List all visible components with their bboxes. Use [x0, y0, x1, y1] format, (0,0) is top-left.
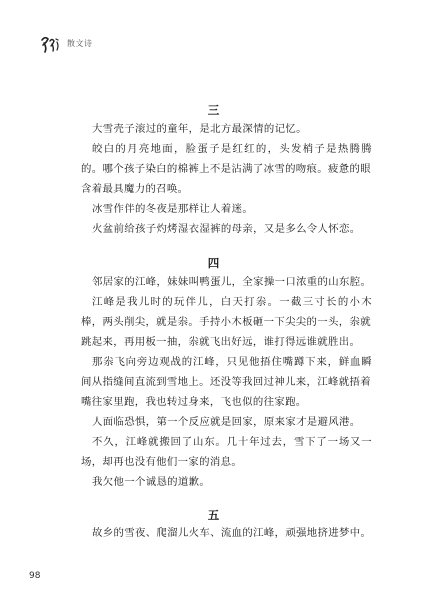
- paragraph-line: 间从指缝间直流到雪地上。还没等我回过神儿来，江峰就捂着: [81, 376, 371, 388]
- paragraph-line: 跳起来，再用板一抽，尜就飞出好远，谁打得远谁就胜出。: [81, 336, 361, 348]
- paragraph-line: 那尜飞向旁边观战的江峰，只见他捂住嘴蹲下来，鲜血瞬: [92, 356, 372, 368]
- paragraph-line: 大雪壳子滚过的童年，是北方最深情的记忆。: [92, 123, 307, 135]
- paragraph-line: 嘴往家里跑，我也转过身来，飞也似的往家跑。: [81, 396, 307, 408]
- paragraph-line: 故乡的雪夜、爬溜儿火车、流血的江峰，顽强地挤进梦中。: [92, 527, 372, 539]
- header-title: 散文诗: [67, 39, 93, 48]
- paragraph-line: 不久，江峰就搬回了山东。几十年过去，雪下了一场又一: [92, 436, 372, 448]
- page-number: 98: [29, 571, 41, 581]
- section-heading: 四: [207, 256, 220, 270]
- paragraph-line: 人面临恐惧，第一个反应就是回家，原来家才是避风港。: [92, 416, 361, 428]
- calligraphy-logo: [40, 34, 62, 54]
- paragraph-line: 场，却再也没有他们一家的消息。: [81, 456, 243, 468]
- paragraph-line: 皎白的月亮地面，脸蛋子是红红的，头发梢子是热腾腾: [92, 143, 372, 155]
- paragraph-line: 的。哪个孩子染白的棉裤上不是沾满了冰雪的吻痕。疲惫的眼: [81, 163, 371, 175]
- paragraph-line: 棒，两头削尖，就是尜。手持小木板砸一下尖尖的一头，尜就: [81, 316, 371, 328]
- paragraph-line: 火盆前给孩子灼烤湿衣湿裤的母亲，又是多么令人怀恋。: [92, 223, 361, 235]
- paragraph-line: 我欠他一个诚恳的道歉。: [92, 476, 211, 488]
- paragraph-line: 邻居家的江峰，妹妹叫鸭蛋儿，全家操一口浓重的山东腔。: [92, 276, 372, 288]
- paragraph-line: 冰雪作伴的冬夜是那样让人着迷。: [92, 203, 254, 215]
- paragraph-line: 江峰是我儿时的玩伴儿，白天打尜。一截三寸长的小木: [92, 296, 372, 308]
- paragraph-line: 含着最具魔力的召唤。: [81, 183, 189, 195]
- section-heading: 三: [207, 103, 220, 117]
- section-heading: 五: [207, 508, 220, 522]
